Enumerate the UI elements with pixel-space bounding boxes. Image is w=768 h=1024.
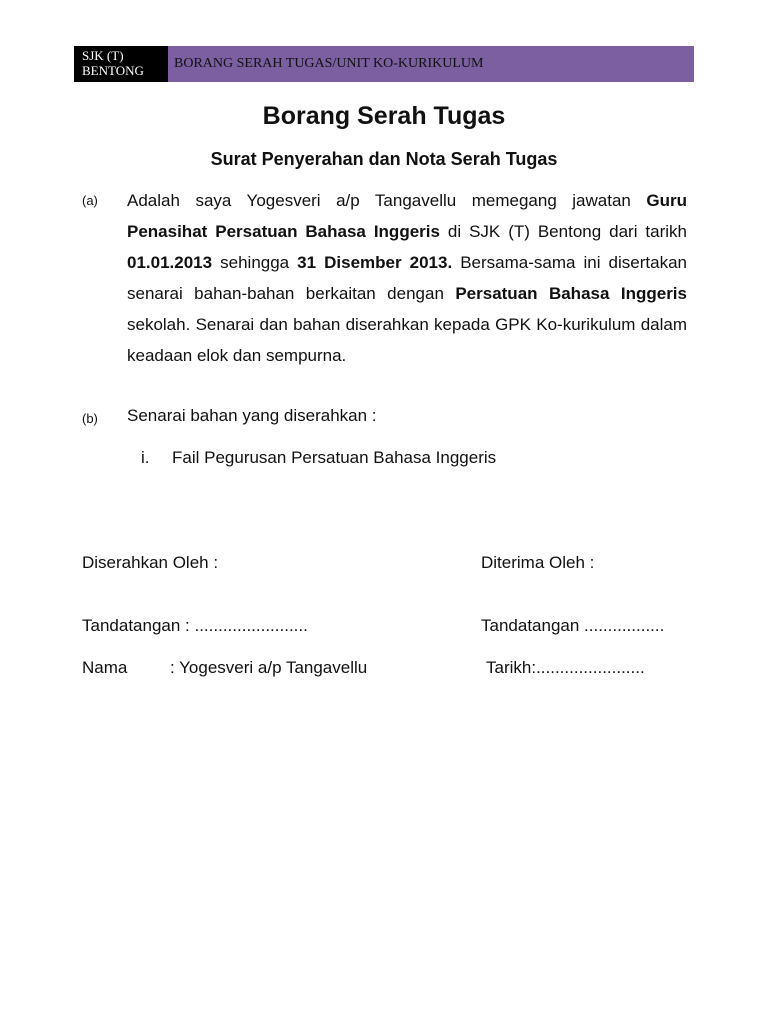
section-a-start-date: 01.01.2013 <box>127 253 213 272</box>
name-label: Nama <box>82 658 128 677</box>
section-a-text-4: Bersama-sama ini disertakan senarai bahan-bahan berkaitan dengan <box>127 253 687 303</box>
document-subtitle: Surat Penyerahan dan Nota Serah Tugas <box>210 149 558 169</box>
school-line-2: BENTONG <box>82 63 144 78</box>
section-a-position: Guru Penasihat Persatuan Bahasa Inggeris <box>127 191 687 241</box>
school-label <box>74 46 168 82</box>
signature-line-left: Tandatangan : ........................ <box>82 616 308 635</box>
signature-line-right: Tandatangan ................. <box>481 616 665 635</box>
form-name-band: BORANG SERAH TUGAS/UNIT KO-KURIKULUM <box>168 46 694 82</box>
section-a-text-1: Adalah saya Yogesveri a/p Tangavellu memegang jawatan <box>127 191 647 210</box>
list-item-number: i. <box>141 448 150 467</box>
section-a-text-5: sekolah. Senarai dan bahan diserahkan kepada GPK Ko-kurikulum dalam keadaan elok dan sempurna. <box>127 315 687 365</box>
section-a-text-2: di SJK (T) Bentong dari tarikh <box>439 222 687 241</box>
date-line-right: Tarikh:....................... <box>486 658 645 677</box>
section-a-club: Persatuan Bahasa Inggeris <box>455 284 687 303</box>
section-b-marker: (b) <box>82 411 98 426</box>
section-a-paragraph <box>127 185 687 371</box>
section-b-heading: Senarai bahan yang diserahkan : <box>127 406 377 425</box>
section-a-text-3: sehingga <box>212 253 298 272</box>
list-item-text: Fail Pegurusan Persatuan Bahasa Inggeris <box>172 448 497 467</box>
document-header <box>74 46 694 82</box>
list-item <box>141 446 496 470</box>
materials-list <box>141 446 496 470</box>
handed-over-by-label: Diserahkan Oleh : <box>82 553 219 572</box>
received-by-label: Diterima Oleh : <box>481 553 595 572</box>
section-a-marker: (a) <box>82 193 98 208</box>
section-a-end-date: 31 Disember 2013. <box>297 253 453 272</box>
document-title: Borang Serah Tugas <box>262 102 506 130</box>
school-line-1: SJK (T) <box>82 48 124 63</box>
name-value: : Yogesveri a/p Tangavellu <box>170 658 368 677</box>
